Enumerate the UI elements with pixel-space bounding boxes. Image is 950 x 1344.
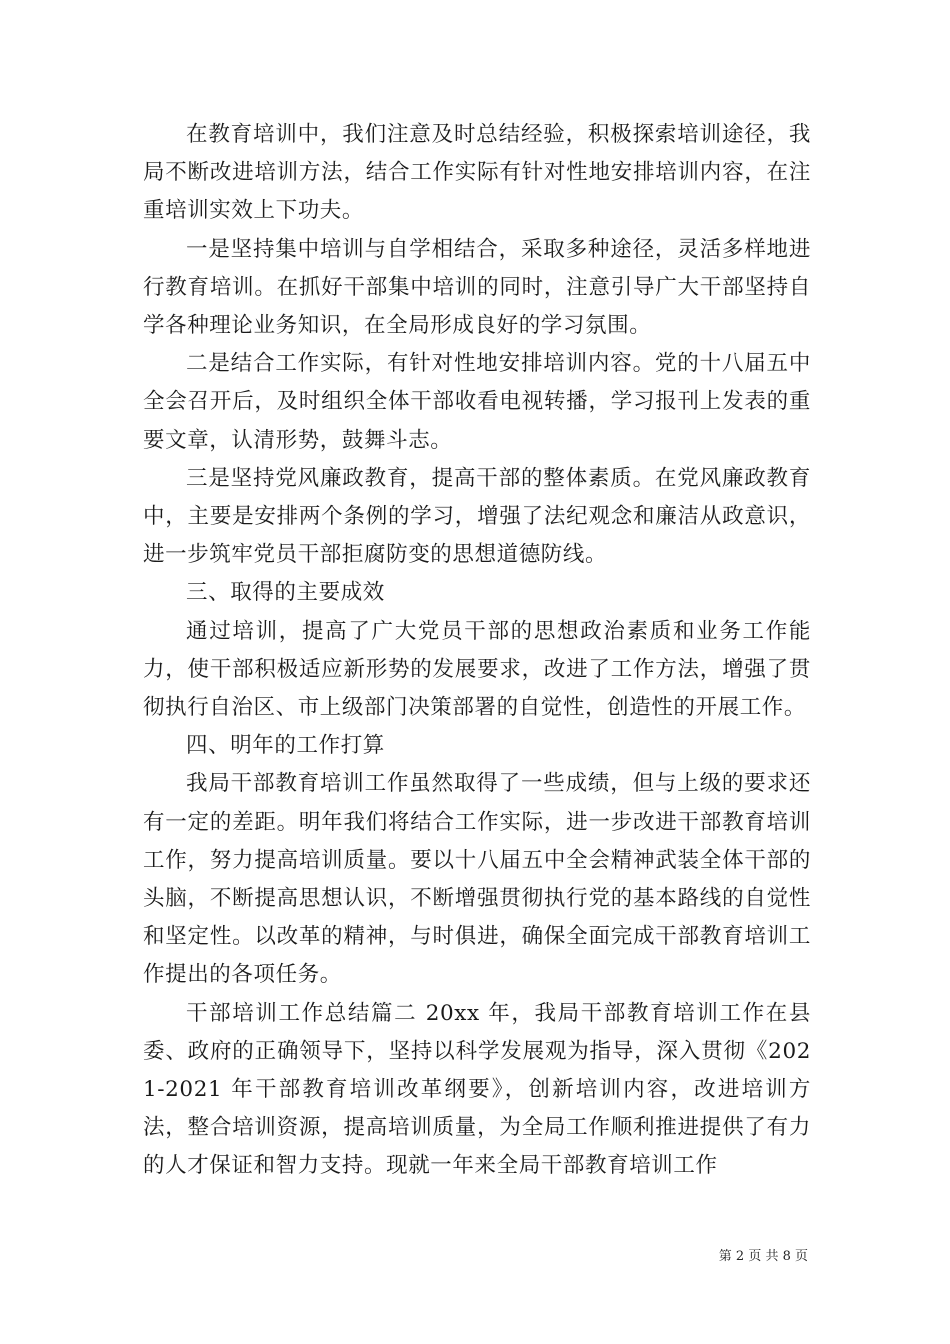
paragraph-achievements: 通过培训，提高了广大党员干部的思想政治素质和业务工作能力，使干部积极适应新形势的发展要求，改进了工作方法，增强了贯彻执行自治区、市上级部门决策部署的自觉性，创造性的开展工作。 [143, 618, 811, 721]
paragraph-summary-part-two: 干部培训工作总结篇二 20xx 年，我局干部教育培训工作在县委、政府的正确领导下，坚持以科学发展观为指导，深入贯彻《2021-2021 年干部教育培训改革纲要》，创新培训内容，改进培训方法，整合培训资源，提高培训质量，为全局工作顺利推进提供了有力的人才保证和智力支持。现就一年来全局干部教育培训工作 [143, 1000, 811, 1179]
section-heading-next-year-plan: 四、明年的工作打算 [186, 733, 385, 759]
paragraph-point-three: 三是坚持党风廉政教育，提高干部的整体素质。在党风廉政教育中，主要是安排两个条例的学习，增强了法纪观念和廉洁从政意识，进一步筑牢党员干部拒腐防变的思想道德防线。 [143, 465, 811, 568]
paragraph-next-year-plan: 我局干部教育培训工作虽然取得了一些成绩，但与上级的要求还有一定的差距。明年我们将结合工作实际，进一步改进干部教育培训工作，努力提高培训质量。要以十八届五中全会精神武装全体干部的头脑，不断提高思想认识，不断增强贯彻执行党的基本路线的自觉性和坚定性。以改革的精神，与时俱进，确保全面完成干部教育培训工作提出的各项任务。 [143, 771, 811, 988]
page-number: 第 2 页 共 8 页 [718, 1249, 808, 1264]
paragraph-point-two: 二是结合工作实际，有针对性地安排培训内容。党的十八届五中全会召开后，及时组织全体干部收看电视转播，学习报刊上发表的重要文章，认清形势，鼓舞斗志。 [143, 351, 811, 453]
paragraph-training-summary: 在教育培训中，我们注意及时总结经验，积极探索培训途径，我局不断改进培训方法，结合工作实际有针对性地安排培训内容，在注重培训实效上下功夫。 [143, 122, 811, 224]
document-body [143, 116, 811, 1186]
paragraph-point-one: 一是坚持集中培训与自学相结合，采取多种途径，灵活多样地进行教育培训。在抓好干部集中培训的同时，注意引导广大干部坚持自学各种理论业务知识，在全局形成良好的学习氛围。 [143, 236, 811, 339]
section-heading-achievements: 三、取得的主要成效 [186, 580, 385, 606]
